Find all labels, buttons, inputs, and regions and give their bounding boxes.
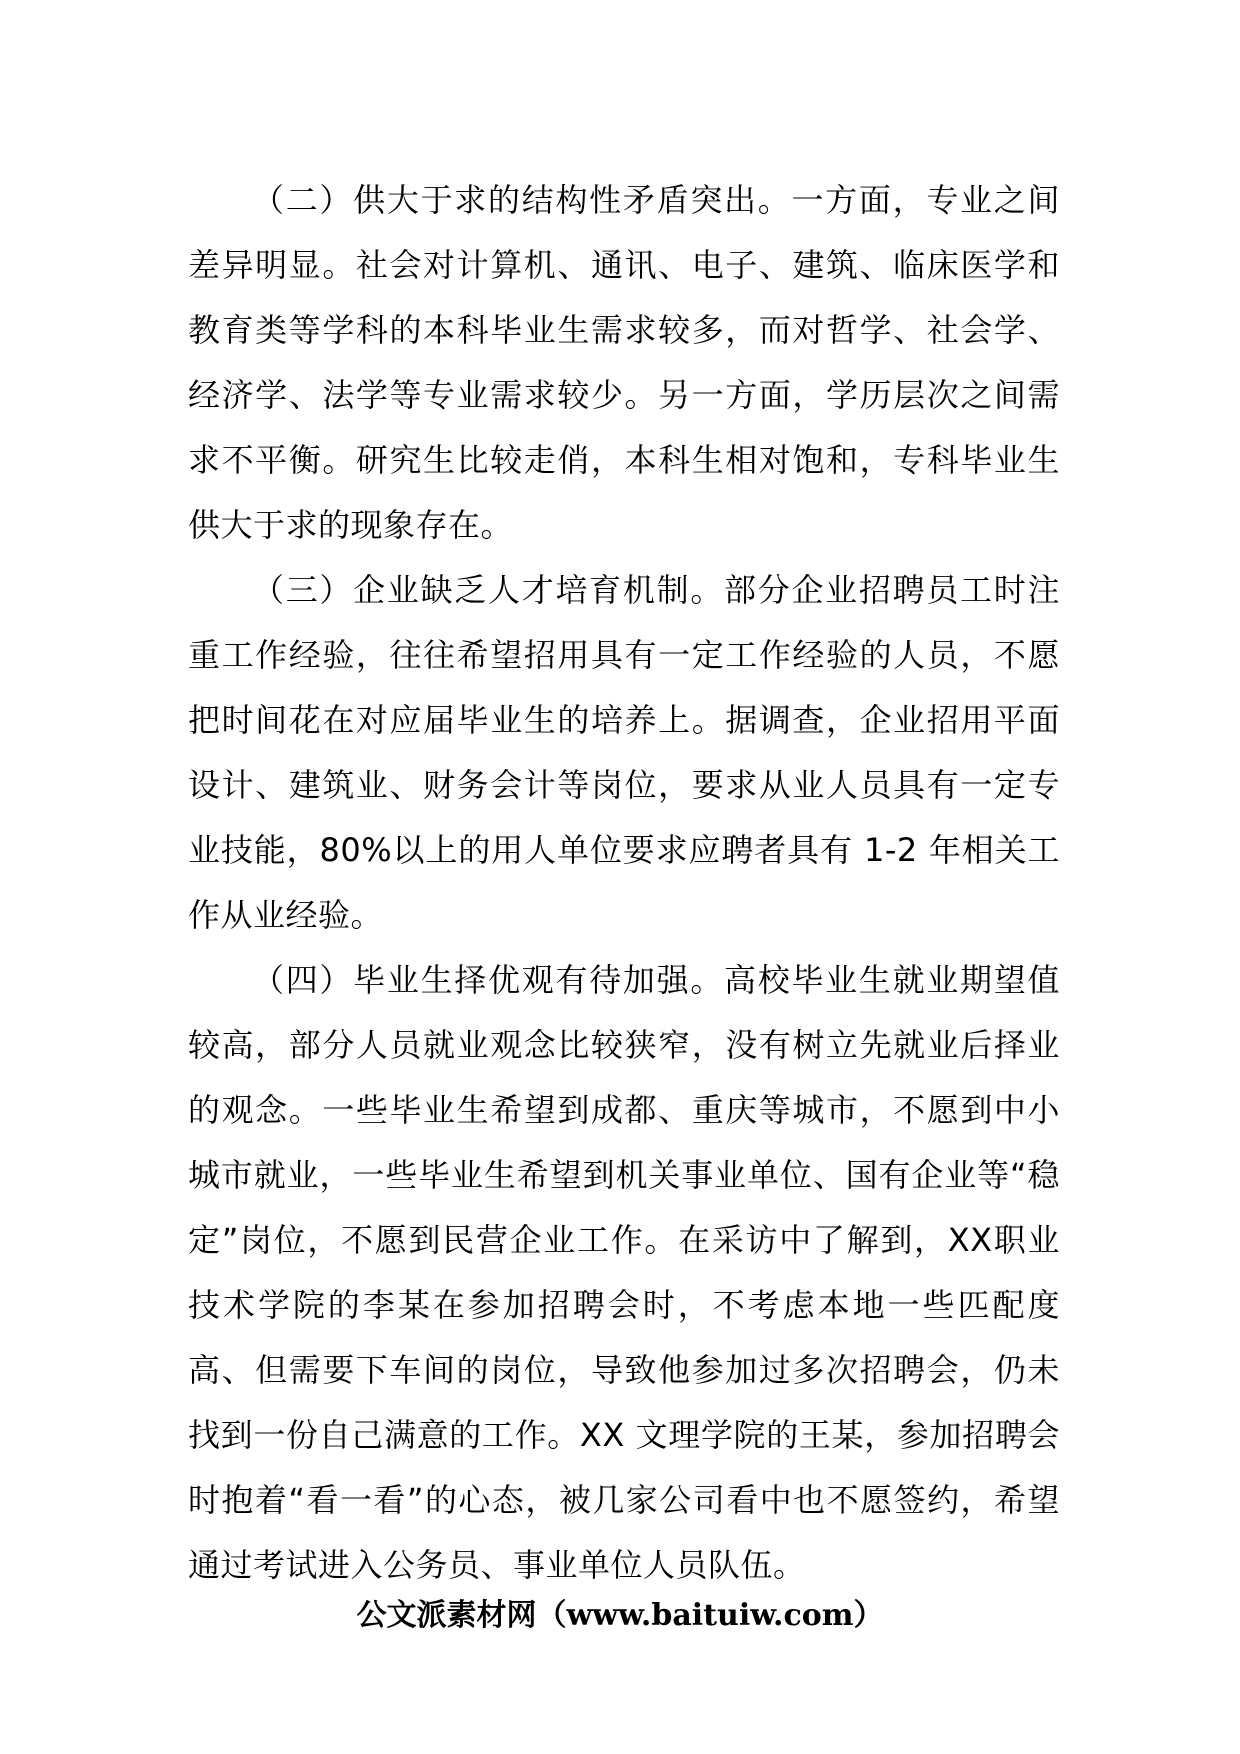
paragraph-talent-cultivation: （三）企业缺乏人才培育机制。部分企业招聘员工时注重工作经验，往往希望招用具有一定工作经验的人员，不愿把时间花在对应届毕业生的培养上。据调查，企业招用平面设计、建筑业、财务会计等岗位，要求从业人员具有一定专业技能，80%以上的用人单位要求应聘者具有 1-2 年相关工作从业经验。 bbox=[188, 571, 1060, 934]
footer-source-watermark: 公文派素材网（www.baituiw.com） bbox=[356, 1598, 884, 1633]
paragraph-employment-outlook: （四）毕业生择优观有待加强。高校毕业生就业期望值较高，部分人员就业观念比较狭窄，没有树立先就业后择业的观念。一些毕业生希望到成都、重庆等城市，不愿到中小城市就业，一些毕业生希望到机关事业单位、国有企业等“稳定”岗位，不愿到民营企业工作。在采访中了解到，XX职业技术学院的李某在参加招聘会时，不考虑本地一些匹配度高、但需要下车间的岗位，导致他参加过多次招聘会，仍未找到一份自己满意的工作。XX 文理学院的王某，参加招聘会时抱着“看一看”的心态，被几家公司看中也不愿签约，希望通过考试进入公务员、事业单位人员队伍。 bbox=[188, 961, 1060, 1584]
paragraph-supply-demand: （二）供大于求的结构性矛盾突出。一方面，专业之间差异明显。社会对计算机、通讯、电子、建筑、临床医学和教育类等学科的本科毕业生需求较多，而对哲学、社会学、经济学、法学等专业需求较少。另一方面，学历层次之间需求不平衡。研究生比较走俏，本科生相对饱和，专科毕业生供大于求的现象存在。 bbox=[188, 181, 1060, 544]
document-body bbox=[188, 168, 1060, 1598]
